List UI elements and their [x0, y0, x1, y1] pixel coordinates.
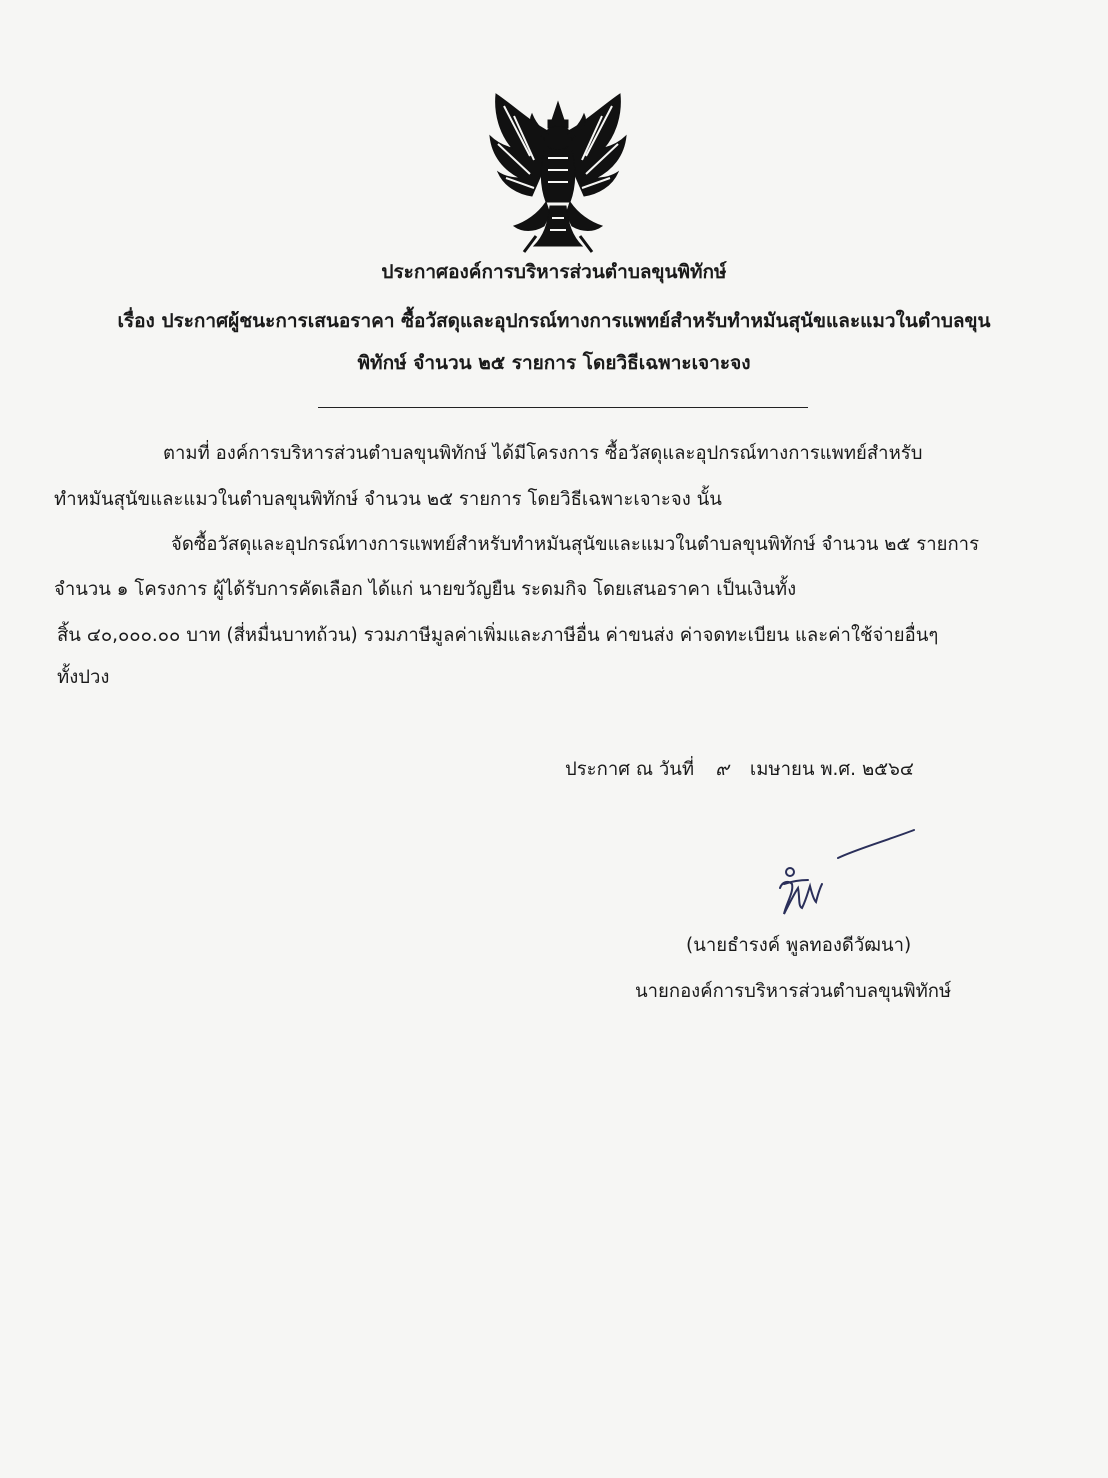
subject-line-1: เรื่อง ประกาศผู้ชนะการเสนอราคา ซื้อวัสดุและอุปกรณ์ทางการแพทย์สำหรับทำหมันสุนัขและแมวในตำบลขุน	[117, 310, 991, 332]
announcement-date	[565, 758, 914, 782]
date-day: ๙	[715, 759, 729, 780]
title-divider	[318, 407, 808, 408]
paragraph-1-line-1: ตามที่ องค์การบริหารส่วนตำบลขุนพิทักษ์ ได้มีโครงการ ซื้อวัสดุและอุปกรณ์ทางการแพทย์สำหรับ	[163, 443, 923, 464]
paragraph-1-line-2: ทำหมันสุนัขและแมวในตำบลขุนพิทักษ์ จำนวน ๒๕ รายการ โดยวิธีเฉพาะเจาะจง นั้น	[54, 489, 722, 510]
signatory-name: (นายธำรงค์ พูลทองดีวัฒนา)	[686, 935, 912, 956]
signatory-position: นายกองค์การบริหารส่วนตำบลขุนพิทักษ์	[635, 981, 952, 1002]
subject-line-2: พิทักษ์ จำนวน ๒๕ รายการ โดยวิธีเฉพาะเจาะจง	[357, 352, 751, 374]
paragraph-2-line-3: สิ้น ๔๐,๐๐๐.๐๐ บาท (สี่หมื่นบาทถ้วน) รวมภาษีมูลค่าเพิ่มและภาษีอื่น ค่าขนส่ง ค่าจดทะเบียน และค่าใช้จ่ายอื่นๆ	[57, 625, 939, 646]
date-prefix: ประกาศ ณ วันที่	[565, 759, 695, 780]
handwritten-signature	[768, 822, 928, 922]
paragraph-2-line-2: จำนวน ๑ โครงการ ผู้ได้รับการคัดเลือก ได้แก่ นายขวัญยืน ระดมกิจ โดยเสนอราคา เป็นเงินทั้ง	[54, 579, 797, 600]
garuda-emblem-icon	[474, 86, 642, 256]
announcement-title: ประกาศองค์การบริหารส่วนตำบลขุนพิทักษ์	[381, 261, 727, 283]
paragraph-2-line-4: ทั้งปวง	[57, 667, 110, 688]
date-month-year: เมษายน พ.ศ. ๒๕๖๔	[749, 759, 914, 780]
paragraph-2-line-1: จัดซื้อวัสดุและอุปกรณ์ทางการแพทย์สำหรับทำหมันสุนัขและแมวในตำบลขุนพิทักษ์ จำนวน ๒๕ รายการ	[171, 534, 980, 555]
